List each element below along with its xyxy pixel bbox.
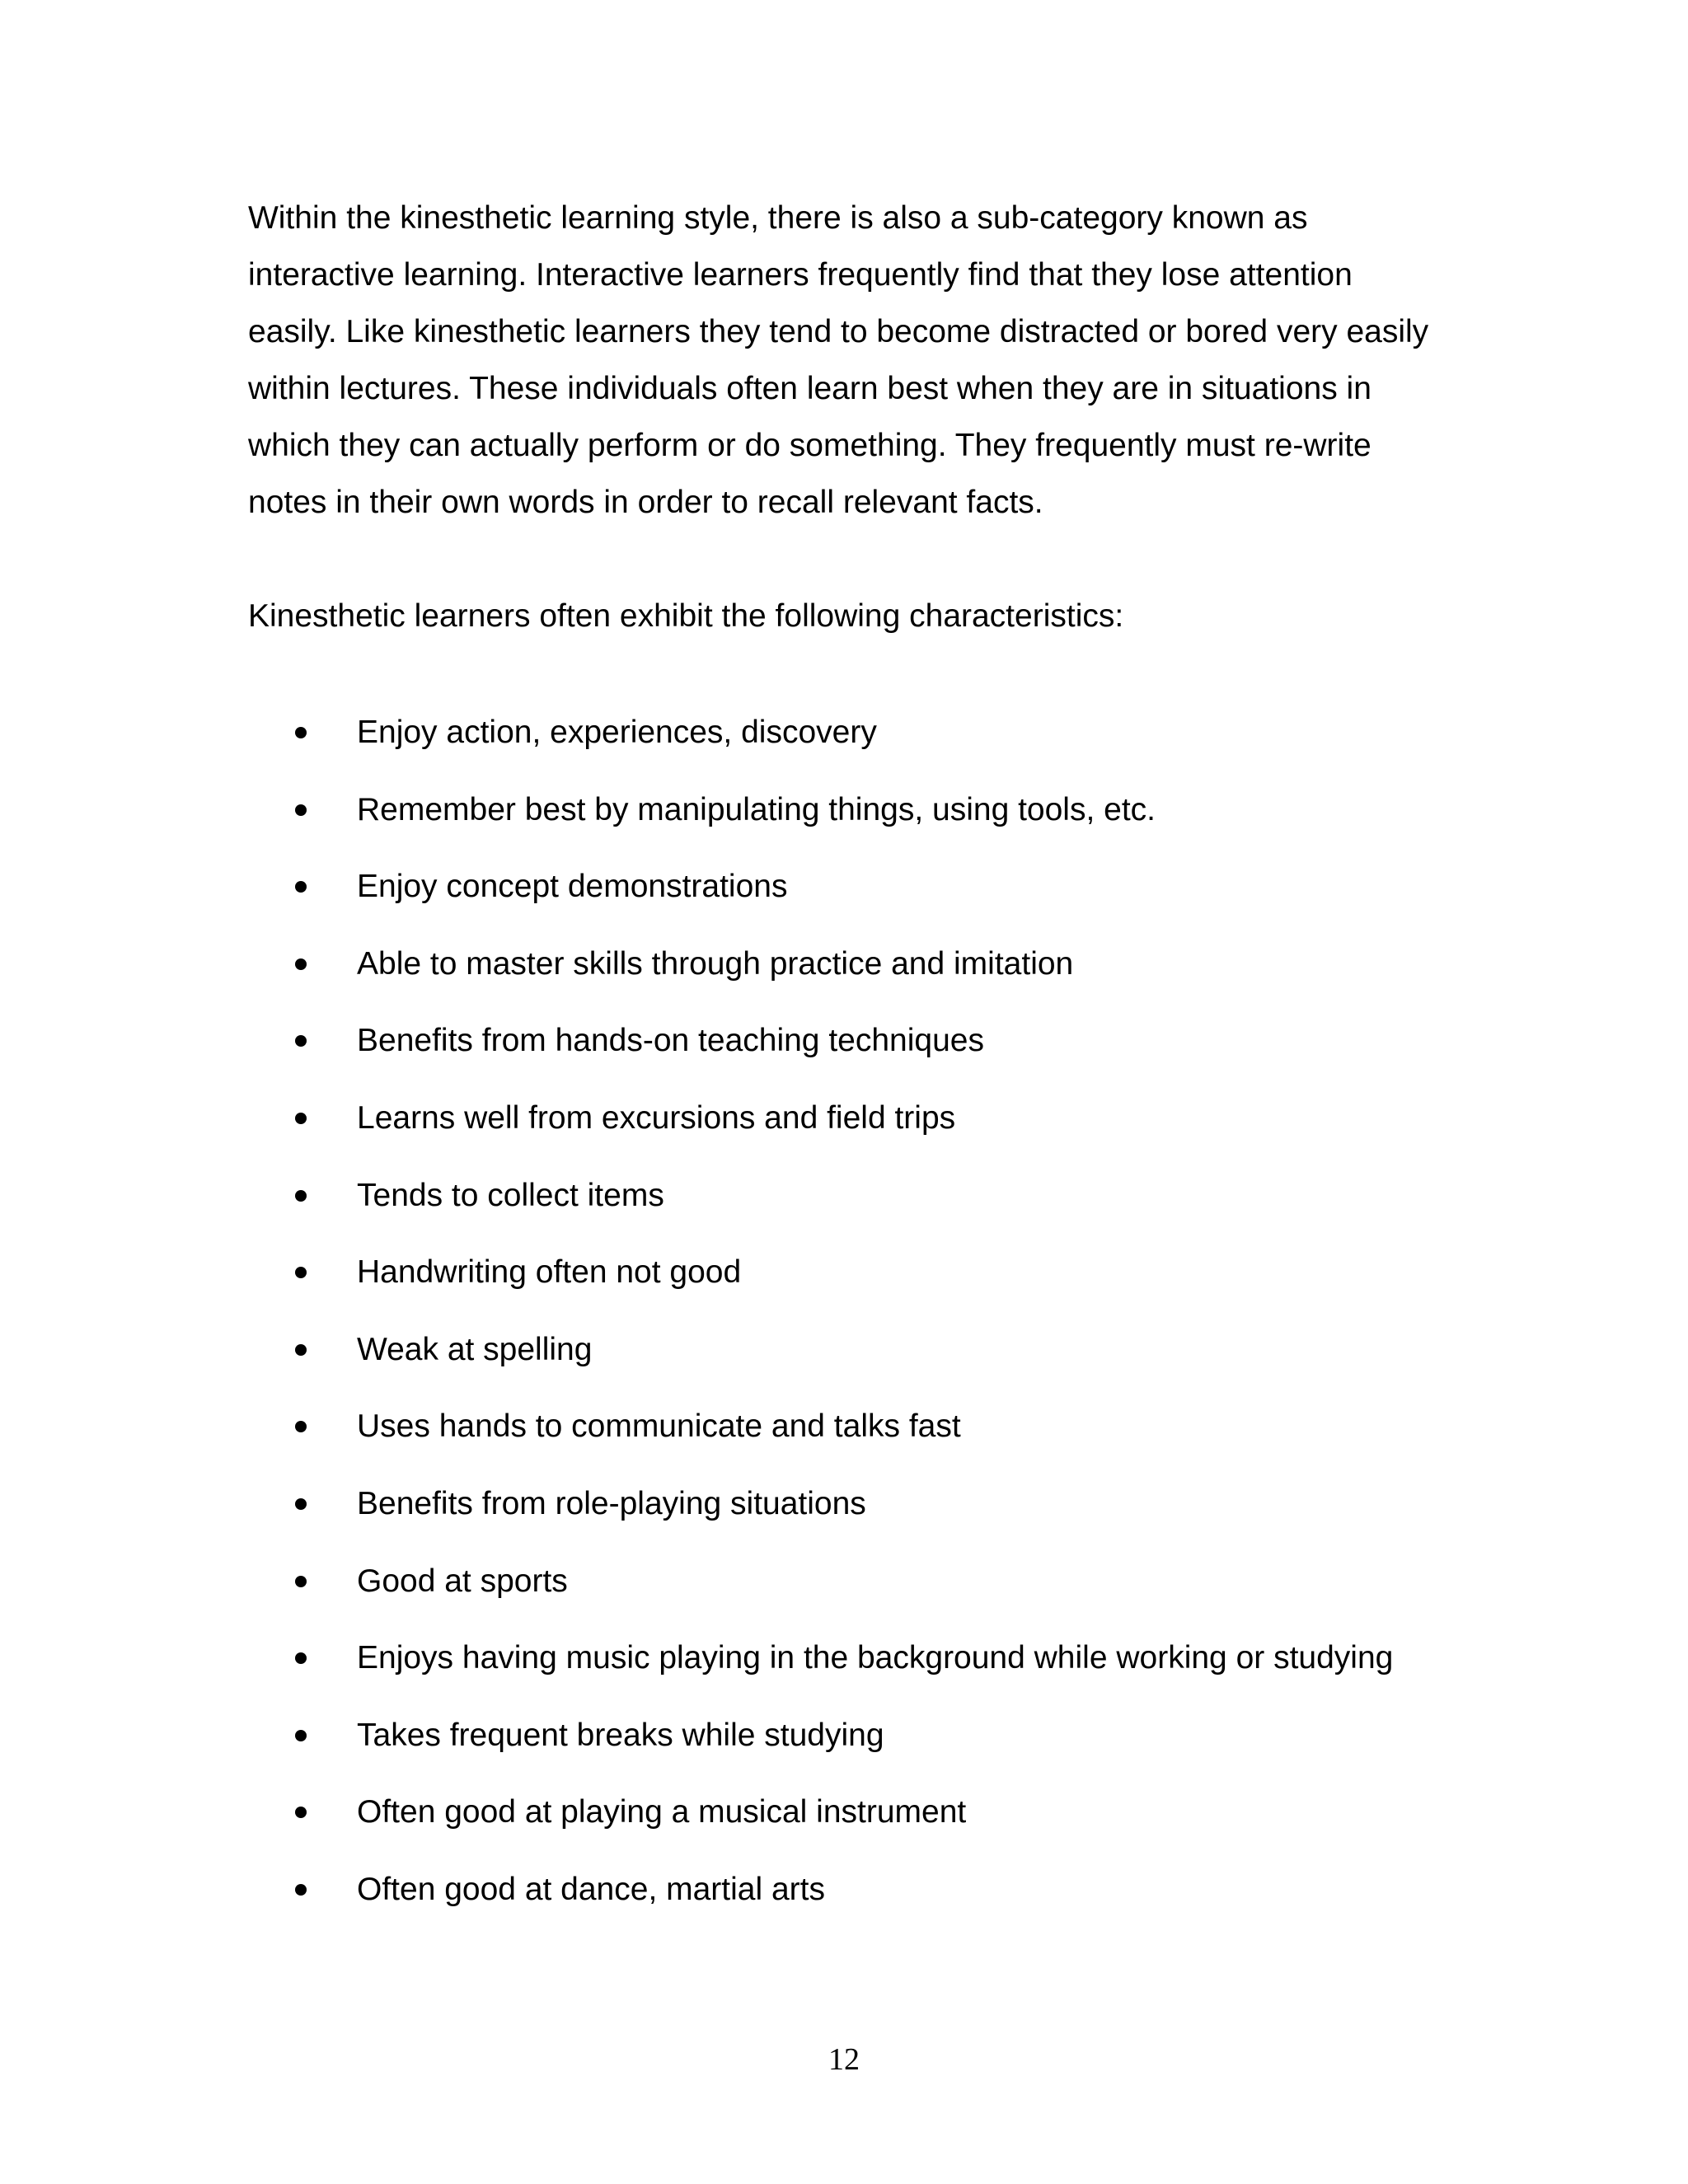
list-item-text: Good at sports <box>357 1563 568 1599</box>
list-item <box>248 1167 1484 1244</box>
list-item-text: Often good at dance, martial arts <box>357 1871 825 1907</box>
list-item <box>248 1783 1484 1861</box>
list-item <box>248 1707 1484 1784</box>
list-item-text: Able to master skills through practice and imitation <box>357 945 1074 982</box>
bullet-icon <box>295 1267 307 1278</box>
list-item-text: Remember best by manipulating things, using tools, etc. <box>357 791 1156 827</box>
list-item <box>248 1475 1484 1553</box>
page-number: 12 <box>828 2042 860 2077</box>
list-item <box>248 1553 1484 1630</box>
list-item <box>248 1012 1484 1090</box>
list-item-text: Enjoy action, experiences, discovery <box>357 715 877 750</box>
paragraph-interactive-learning: Within the kinesthetic learning style, there is also a sub-category known as interactive learning. Interactive learners frequently find that they lose attention easily. Like kinesthetic learners they tend to become distracted or bored very easily within lectures. These individuals often learn best when they are in situations in which they can actually perform or do something. They frequently must re-write notes in their own words in order to recall relevant facts. <box>248 200 1429 520</box>
list-item <box>248 935 1484 1013</box>
characteristics-list <box>248 704 1484 1938</box>
list-item-text: Enjoys having music playing in the background while working or studying <box>357 1640 1394 1676</box>
list-item <box>248 1861 1484 1938</box>
bullet-icon <box>295 958 307 970</box>
list-item-text: Weak at spelling <box>357 1331 593 1367</box>
list-item <box>248 1244 1484 1321</box>
bullet-icon <box>295 1652 307 1664</box>
list-item <box>248 1090 1484 1167</box>
bullet-icon <box>295 881 307 893</box>
list-item-text: Often good at playing a musical instrument <box>357 1794 967 1830</box>
bullet-icon <box>295 1807 307 1818</box>
list-item-text: Tends to collect items <box>357 1177 664 1213</box>
bullet-icon <box>295 1730 307 1741</box>
list-item <box>248 858 1484 935</box>
bullet-icon <box>295 1113 307 1124</box>
list-item <box>248 781 1484 859</box>
list-item <box>248 704 1484 781</box>
bullet-icon <box>295 727 307 738</box>
bullet-icon <box>295 1421 307 1432</box>
bullet-icon <box>295 1498 307 1510</box>
list-item-text: Enjoy concept demonstrations <box>357 869 788 905</box>
list-item <box>248 1398 1484 1475</box>
bullet-icon <box>295 1576 307 1587</box>
bullet-icon <box>295 1884 307 1896</box>
list-item-text: Handwriting often not good <box>357 1254 742 1291</box>
paragraph-characteristics-intro: Kinesthetic learners often exhibit the following characteristics: <box>248 598 1124 634</box>
list-item-text: Takes frequent breaks while studying <box>357 1717 884 1753</box>
list-item-text: Learns well from excursions and field trips <box>357 1099 956 1136</box>
bullet-icon <box>295 1344 307 1356</box>
bullet-icon <box>295 1190 307 1202</box>
bullet-icon <box>295 804 307 816</box>
list-item <box>248 1629 1484 1707</box>
list-item-text: Benefits from hands-on teaching techniques <box>357 1023 984 1059</box>
list-item-text: Uses hands to communicate and talks fast <box>357 1408 961 1445</box>
bullet-icon <box>295 1035 307 1047</box>
list-item-text: Benefits from role-playing situations <box>357 1485 866 1521</box>
list-item <box>248 1321 1484 1399</box>
